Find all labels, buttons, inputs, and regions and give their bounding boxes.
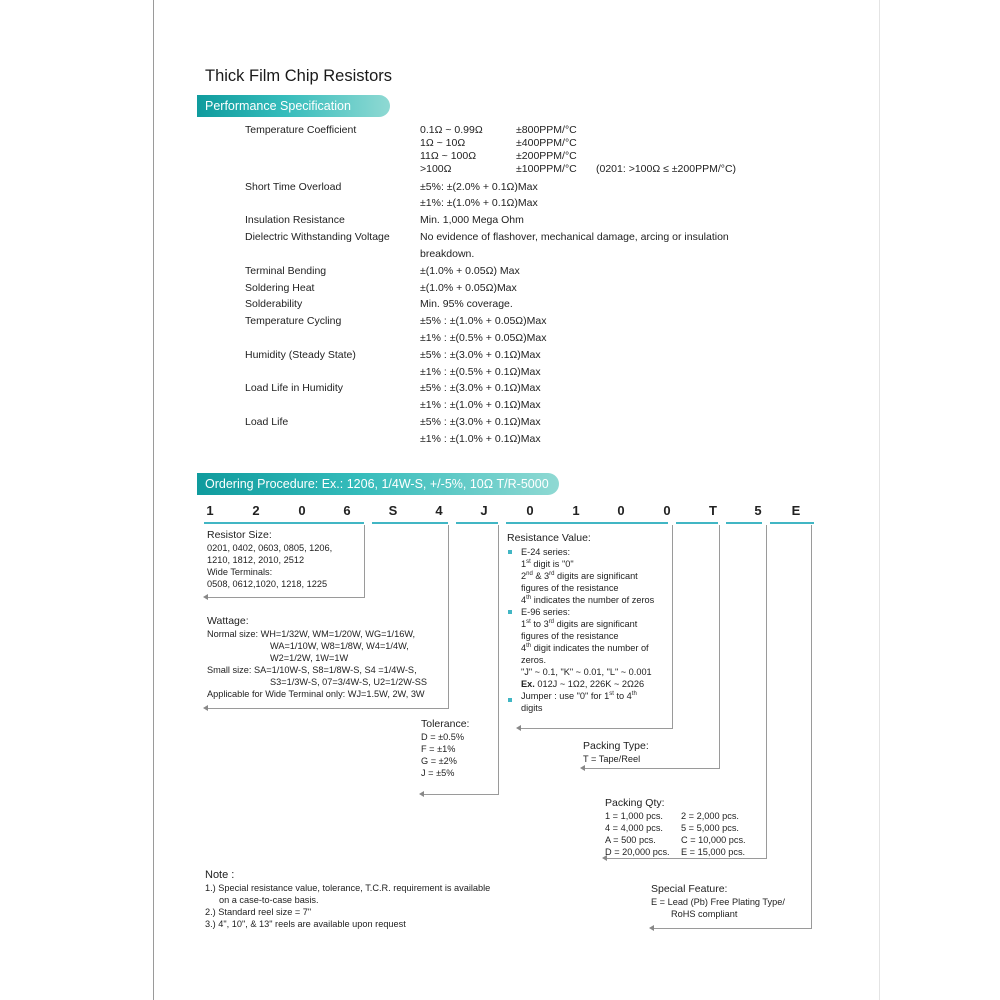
part-code-char: S [388,503,398,518]
tolerance-line: J = ±5% [421,768,455,778]
note-head: Note : [205,869,235,881]
resistor-size-line: 0201, 0402, 0603, 0805, 1206, [207,543,333,553]
ordering-procedure-banner: Ordering Procedure: Ex.: 1206, 1/4W-S, +/-5%, 10Ω T/R-5000 [197,473,559,495]
part-code-char: 1 [572,503,580,518]
resistor-size-head: Resistor Size: [207,529,272,541]
spec-label-load-life-humidity: Load Life in Humidity [245,382,344,394]
part-code-char: 0 [617,503,625,518]
arrow-left-icon [203,594,208,600]
resistance-value-head: Resistance Value: [507,532,591,544]
connector [672,525,673,728]
part-code-char: 5 [754,503,762,518]
e96-line: figures of the resistance [521,631,619,641]
underline-tolerance [456,522,498,524]
spec-value: ±5% : ±(3.0% + 0.1Ω)Max [420,382,541,394]
wattage-line: S3=1/3W-S, 07=3/4W-S, U2=1/2W-SS [270,677,428,687]
e96-line: 1st to 3rd digits are significant [521,619,638,629]
note-line: on a case-to-case basis. [219,895,319,905]
packing-type-value: T = Tape/Reel [583,754,641,764]
jumper-line: digits [521,703,543,713]
spec-value: Min. 95% coverage. [420,298,513,310]
spec-label-insulation-resistance: Insulation Resistance [245,214,345,226]
connector [498,525,499,794]
packing-qty-block [605,797,665,809]
connector [207,597,365,598]
special-feature-block [651,883,785,920]
page-title: Thick Film Chip Resistors [205,67,393,85]
tolerance-line: F = ±1% [421,744,456,754]
packing-qty-head: Packing Qty: [605,797,665,809]
part-code-char: 2 [252,503,260,518]
packing-qty-right [681,810,746,858]
spec-label-load-life: Load Life [245,416,289,428]
resistor-size-line: 0508, 0612,1020, 1218, 1225 [207,579,328,589]
e96-series: E-96 series: [521,607,571,617]
packing-qty-item: D = 20,000 pcs. [605,847,670,857]
special-feature-line: E = Lead (Pb) Free Plating Type/ [651,897,785,907]
connector [520,728,673,729]
spec-value: ±(1.0% + 0.05Ω)Max [420,282,517,294]
tc-range: 11Ω ~ 100Ω [420,150,477,162]
arrow-left-icon [649,925,654,931]
part-code-char: J [480,503,488,518]
underline-size [204,522,364,524]
tolerance-line: G = ±2% [421,756,457,766]
packing-qty-item: 4 = 4,000 pcs. [605,823,663,833]
e96-line: zeros. [521,655,547,665]
e96-line: "J" ~ 0.1, "K" ~ 0.01, "L" ~ 0.001 [521,667,652,677]
wattage-line: Applicable for Wide Terminal only: WJ=1.5W, 2W, 3W [207,689,425,699]
tolerance-line: D = ±0.5% [421,732,465,742]
arrow-left-icon [516,725,521,731]
connector [364,525,365,597]
connector [766,525,767,858]
wattage-line: WA=1/10W, W8=1/8W, W4=1/4W, [270,641,409,651]
connector [606,858,767,859]
spec-value: ±1% : ±(0.5% + 0.1Ω)Max [420,366,541,378]
underline-packing-qty [726,522,762,524]
e24-line: figures of the resistance [521,583,619,593]
note-line: 2.) Standard reel size = 7" [205,907,312,917]
tc-value: ±100PPM/°C [516,163,577,175]
tc-range: 0.1Ω ~ 0.99Ω [420,124,483,136]
spec-label-terminal-bending: Terminal Bending [245,265,327,277]
example-line: Ex. 012J ~ 1Ω2, 226K ~ 2Ω26 [521,679,645,689]
connector [653,928,812,929]
note-block [205,869,490,930]
spec-value: ±5% : ±(1.0% + 0.05Ω)Max [420,315,547,327]
wattage-line: W2=1/2W, 1W=1W [270,653,349,663]
underline-packing-type [676,522,718,524]
tolerance-block [421,718,469,779]
packing-qty-item: A = 500 pcs. [605,835,656,845]
e24-line: 1st digit is "0" [521,559,574,569]
spec-label-humidity: Humidity (Steady State) [245,349,356,361]
spec-label-solderability: Solderability [245,298,303,310]
jumper-line: Jumper : use "0" for 1st to 4th [521,691,637,701]
part-code-char: 4 [435,503,443,518]
connector [448,525,449,708]
spec-label-temp-coefficient: Temperature Coefficient [245,124,357,136]
tc-note: (0201: >100Ω ≤ ±200PPM/°C) [596,163,737,175]
underline-resistance [506,522,668,524]
spec-value: breakdown. [420,248,475,260]
packing-qty-item: 1 = 1,000 pcs. [605,811,663,821]
spec-label-temp-cycling: Temperature Cycling [245,315,342,327]
spec-value: ±1% : ±(0.5% + 0.05Ω)Max [420,332,547,344]
spec-label-soldering-heat: Soldering Heat [245,282,315,294]
arrow-left-icon [580,765,585,771]
wattage-block [207,615,427,700]
spec-label-short-time-overload: Short Time Overload [245,181,342,193]
spec-value: ±5% : ±(3.0% + 0.1Ω)Max [420,416,541,428]
special-feature-line: RoHS compliant [671,909,738,919]
underline-wattage [372,522,448,524]
arrow-left-icon [203,705,208,711]
part-code-char: 1 [206,503,214,518]
connector [811,525,812,929]
tc-range: >100Ω [420,163,452,175]
connector [207,708,449,709]
e96-line: 4th digit indicates the number of [521,643,649,653]
part-code-char: 0 [526,503,534,518]
spec-label-dielectric-voltage: Dielectric Withstanding Voltage [245,231,390,243]
spec-value: ±5%: ±(2.0% + 0.1Ω)Max [420,181,538,193]
arrow-left-icon [419,791,424,797]
packing-qty-left [605,810,670,858]
resistor-size-block [207,529,332,590]
spec-value: Min. 1,000 Mega Ohm [420,214,524,226]
wattage-line: Small size: SA=1/10W-S, S8=1/8W-S, S4 =1/4W-S, [207,665,417,675]
wattage-head: Wattage: [207,615,249,627]
part-code-char: 0 [298,503,306,518]
connector [719,525,720,768]
spec-value: No evidence of flashover, mechanical damage, arcing or insulation [420,231,729,243]
tc-value: ±200PPM/°C [516,150,577,162]
packing-qty-item: 2 = 2,000 pcs. [681,811,739,821]
special-feature-head: Special Feature: [651,883,728,895]
resistance-value-block [507,532,654,714]
tolerance-head: Tolerance: [421,718,470,730]
spec-value: ±1%: ±(1.0% + 0.1Ω)Max [420,197,538,209]
spec-value: ±(1.0% + 0.05Ω) Max [420,265,520,277]
packing-qty-item: C = 10,000 pcs. [681,835,746,845]
packing-qty-item: E = 15,000 pcs. [681,847,746,857]
resistor-size-line: Wide Terminals: [207,567,273,577]
bullet-icon [508,610,512,614]
spec-value: ±1% : ±(1.0% + 0.1Ω)Max [420,433,541,445]
packing-qty-item: 5 = 5,000 pcs. [681,823,739,833]
wattage-line: Normal size: WH=1/32W, WM=1/20W, WG=1/16W, [207,629,416,639]
note-line: 1.) Special resistance value, tolerance, T.C.R. requirement is available [205,883,491,893]
tc-value: ±800PPM/°C [516,124,577,136]
e24-line: 4th indicates the number of zeros [521,595,655,605]
packing-type-head: Packing Type: [583,740,649,752]
spec-value: ±5% : ±(3.0% + 0.1Ω)Max [420,349,541,361]
resistor-size-line: 1210, 1812, 2010, 2512 [207,555,305,565]
connector [584,768,720,769]
tc-value: ±400PPM/°C [516,137,577,149]
part-code-char: E [791,503,801,518]
underline-special [770,522,814,524]
bullet-icon [508,698,512,702]
part-code-char: 6 [343,503,351,518]
part-code-char: 0 [663,503,671,518]
e24-line: 2nd & 3rd digits are significant [521,571,638,581]
packing-type-block [583,740,649,765]
bullet-icon [508,550,512,554]
connector [423,794,499,795]
tc-range: 1Ω ~ 10Ω [420,137,466,149]
performance-spec-banner: Performance Specification [197,95,390,117]
part-code-char: T [709,503,717,518]
note-line: 3.) 4", 10", & 13" reels are available upon request [205,919,406,929]
e24-series: E-24 series: [521,547,571,557]
spec-value: ±1% : ±(1.0% + 0.1Ω)Max [420,399,541,411]
